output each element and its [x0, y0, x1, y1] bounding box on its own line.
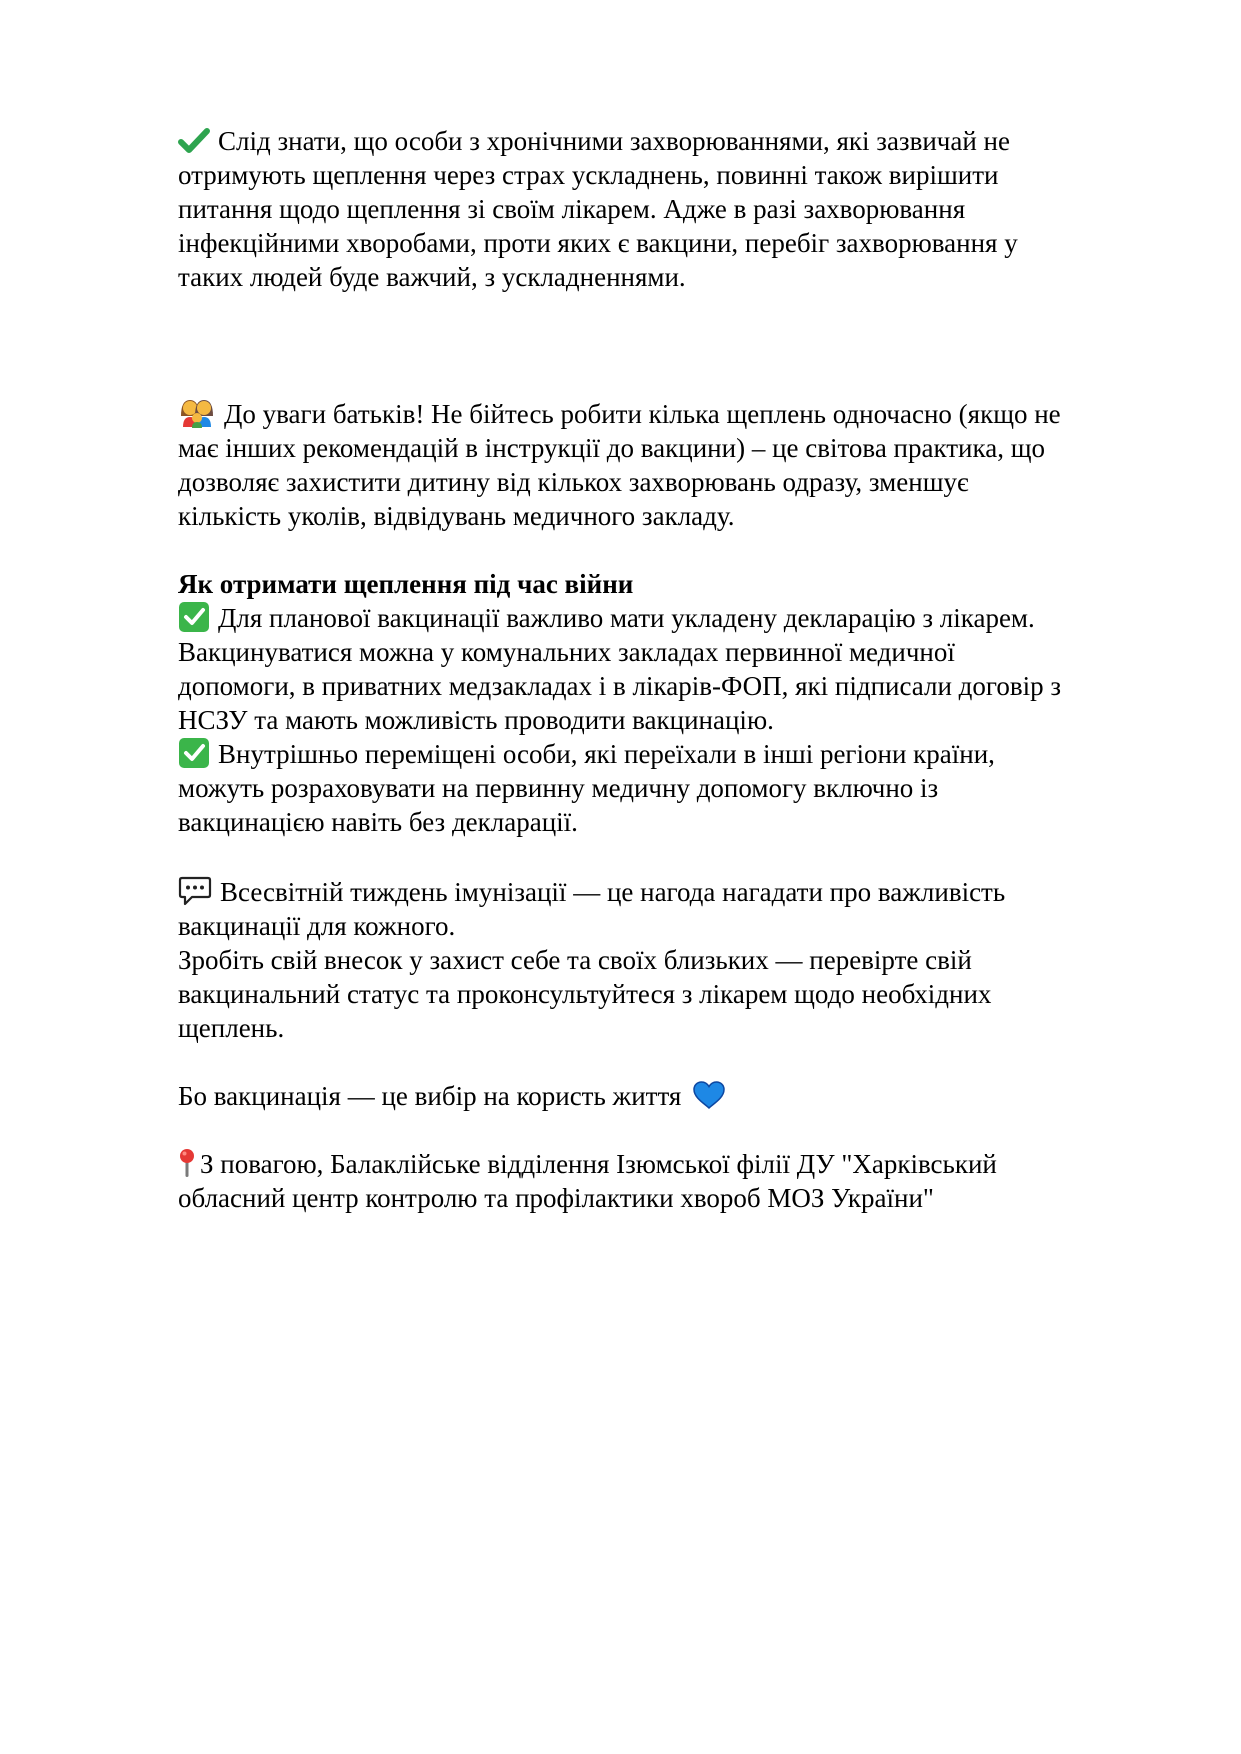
paragraph-line: [178, 124, 1158, 158]
paragraph-line: отримують щеплення через страх ускладнень, повинні також вирішити: [178, 160, 999, 190]
chronic-diseases-paragraph: [178, 124, 1158, 294]
paragraph-line-text: Всесвітній тиждень імунізації — це нагода нагадати про важливість: [220, 877, 1006, 907]
speech-bubble-icon: [178, 876, 212, 906]
immunization-week-paragraph: [178, 875, 1158, 1045]
paragraph-line: таких людей буде важчий, з ускладненнями.: [178, 262, 686, 292]
parents-paragraph: [178, 396, 1158, 533]
paragraph-line: Зробіть свій внесок у захист себе та своїх близьких — перевірте свій: [178, 945, 972, 975]
paragraph-line: [178, 1147, 1158, 1181]
heavy-check-mark-icon: [178, 127, 210, 155]
paragraph-line: [178, 875, 1158, 909]
paragraph-line: Вакцинуватися можна у комунальних закладах первинної медичної: [178, 637, 955, 667]
blue-heart-icon: [692, 1080, 726, 1110]
paragraph-line: можуть розраховувати на первинну медичну допомогу включно із: [178, 773, 939, 803]
paragraph-line: щеплень.: [178, 1013, 285, 1043]
paragraph-line: вакцинальний статус та проконсультуйтеся з лікарем щодо необхідних: [178, 979, 992, 1009]
paragraph-line: має інших рекомендацій в інструкції до вакцини) – це світова практика, що: [178, 433, 1045, 463]
closing-line: [178, 1079, 1158, 1113]
section-heading: Як отримати щеплення під час війни: [178, 569, 634, 599]
paragraph-line: [178, 396, 1158, 431]
check-box-icon: [178, 602, 210, 632]
paragraph-line: інфекційними хворобами, проти яких є вакцини, перебіг захворювання у: [178, 228, 1018, 258]
paragraph-line-text: З повагою, Балаклійське відділення Ізюмської філії ДУ "Харківський: [200, 1149, 997, 1179]
paragraph-line: [178, 737, 1158, 771]
war-vaccination-section: [178, 567, 1158, 839]
paragraph-line: [178, 601, 1158, 635]
document-content: [178, 124, 1158, 1215]
paragraph-line-text: До уваги батьків! Не бійтесь робити кілька щеплень одночасно (якщо не: [224, 399, 1061, 429]
paragraph-line-text: Для планової вакцинації важливо мати укладену декларацію з лікарем.: [218, 603, 1035, 633]
paragraph-line-text: Внутрішньо переміщені особи, які переїхали в інші регіони країни,: [218, 739, 995, 769]
family-icon: [178, 396, 216, 428]
paragraph-line: допомоги, в приватних медзакладах і в лікарів-ФОП, які підписали договір з: [178, 671, 1061, 701]
signature: [178, 1147, 1158, 1215]
paragraph-line: обласний центр контролю та профілактики хвороб МОЗ України": [178, 1183, 934, 1213]
paragraph-line-text: Слід знати, що особи з хронічними захворюваннями, які зазвичай не: [218, 126, 1010, 156]
paragraph-line: [178, 1079, 1158, 1113]
paragraph-line: НСЗУ та мають можливість проводити вакцинацію.: [178, 705, 774, 735]
round-pushpin-icon: [178, 1148, 196, 1178]
paragraph-line: кількість уколів, відвідувань медичного закладу.: [178, 501, 735, 531]
check-box-icon: [178, 738, 210, 768]
paragraph-line: дозволяє захистити дитину від кількох захворювань одразу, зменшує: [178, 467, 969, 497]
paragraph-line: вакцинацією навіть без декларації.: [178, 807, 578, 837]
closing-text: Бо вакцинація — це вибір на користь життя: [178, 1081, 682, 1111]
paragraph-line: вакцинації для кожного.: [178, 911, 456, 941]
paragraph-line: питання щодо щеплення зі своїм лікарем. Адже в разі захворювання: [178, 194, 966, 224]
